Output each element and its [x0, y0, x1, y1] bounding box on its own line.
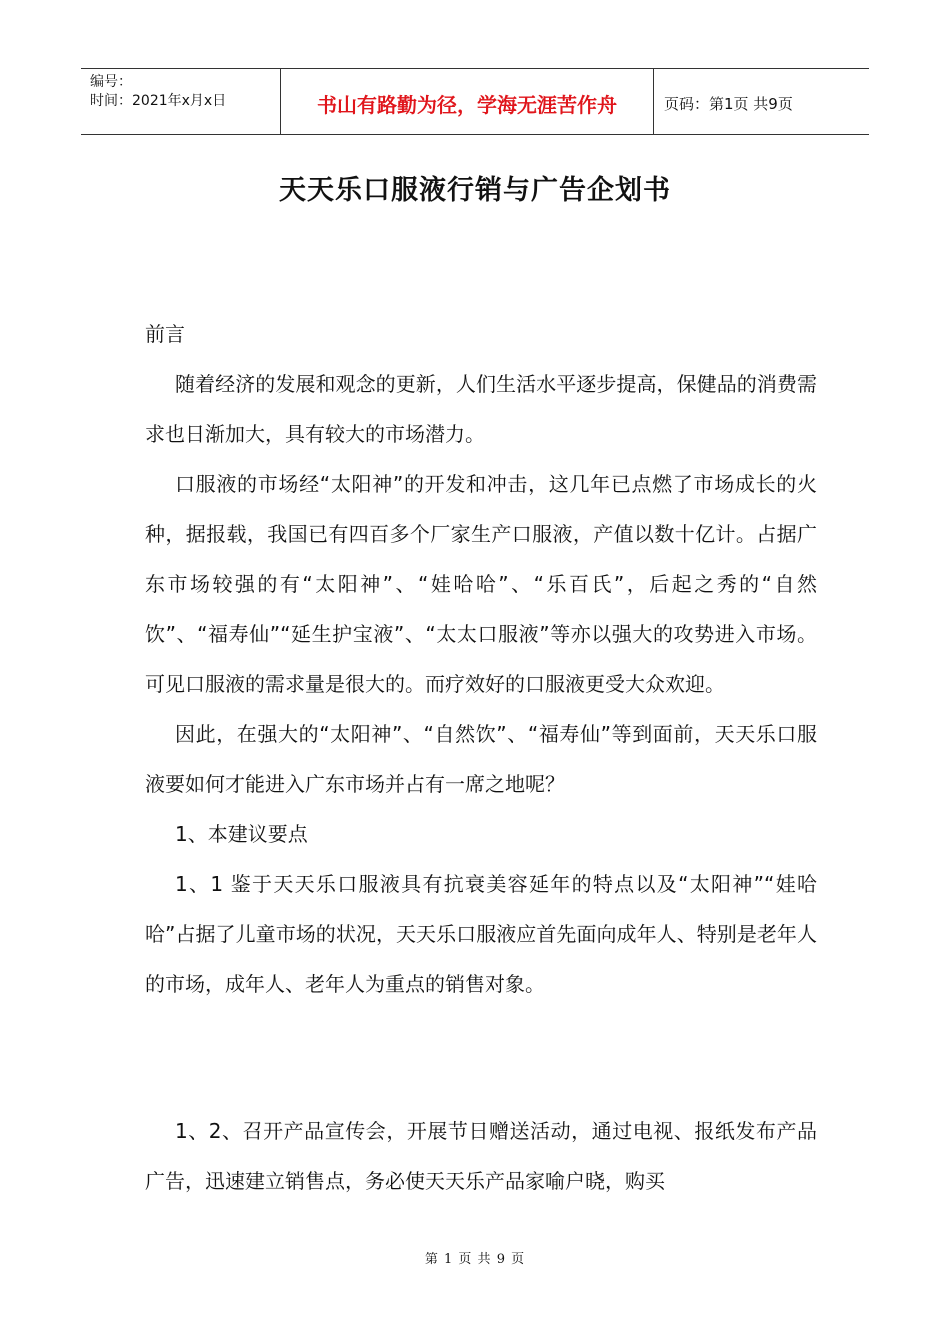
preface-block [145, 309, 817, 1009]
paragraph-1: 随着经济的发展和观念的更新，人们生活水平逐步提高，保健品的消费需求也日渐加大，具有较大的市场潜力。 [145, 372, 817, 446]
paragraph-1-1: 1、1 鉴于天天乐口服液具有抗衰美容延年的特点以及“太阳神”“娃哈哈”占据了儿童市场的状况，天天乐口服液应首先面向成年人、特别是老年人的市场，成年人、老年人为重点的销售对象。 [145, 872, 817, 996]
page-info-text: 页码：第1页 共9页 [664, 95, 793, 113]
header-motto [281, 69, 654, 134]
paragraph-2: 口服液的市场经“太阳神”的开发和冲击，这几年已点燃了市场成长的火种，据报载，我国已有四百多个厂家生产口服液，产值以数十亿计。占据广东市场较强的有“太阳神”、“娃哈哈”、“乐百氏”，后起之秀的“自然饮”、“福寿仙”“延生护宝液”、“太太口服液”等亦以强大的攻势进入市场。可见口服液的需求量是很大的。而疗效好的口服液更受大众欢迎。 [145, 472, 817, 696]
motto-text: 书山有路勤为径，学海无涯苦作舟 [317, 93, 617, 117]
header-page-info [654, 69, 869, 134]
paragraph-3: 因此，在强大的“太阳神”、“自然饮”、“福寿仙”等到面前，天天乐口服液要如何才能进入广东市场并占有一席之地呢？ [145, 722, 817, 796]
document-title: 天天乐口服液行销与广告企划书 [279, 175, 671, 206]
doc-time-label: 时间：2021年x月x日 [90, 93, 227, 109]
paragraph-1-2: 1、2、召开产品宣传会，开展节日赠送活动，通过电视、报纸发布产品广告，迅速建立销售点，务必使天天乐产品家喻户晓，购买 [145, 1119, 817, 1193]
doc-number-label: 编号： [90, 74, 132, 90]
page-footer: 第 1 页 共 9 页 [424, 1252, 526, 1267]
section-heading-1: 1、本建议要点 [175, 822, 308, 846]
header-meta [81, 69, 281, 134]
continuation-block [145, 1106, 817, 1206]
page-header [81, 68, 869, 135]
preface-heading: 前言 [145, 322, 185, 346]
